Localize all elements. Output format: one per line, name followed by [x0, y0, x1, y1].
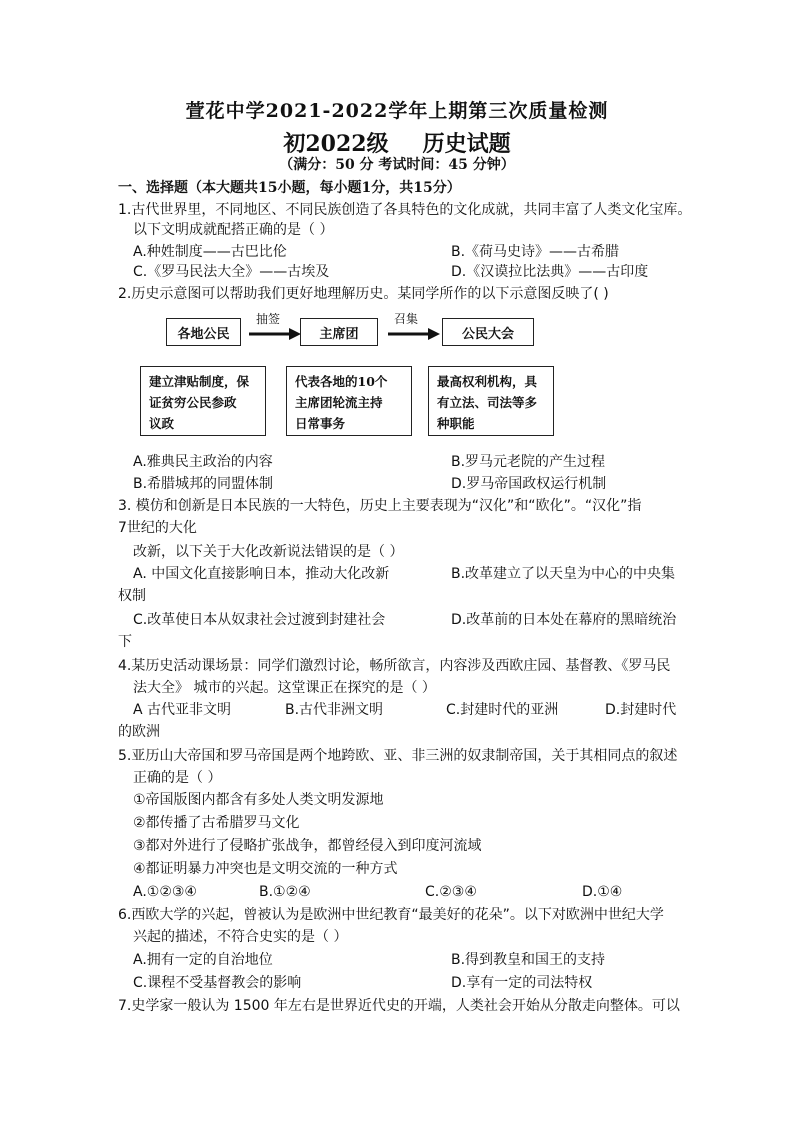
- q1-option-d: D.《汉谟拉比法典》——古印度: [451, 264, 649, 280]
- arrow-right-icon: [388, 328, 440, 340]
- exam-title: 萱花中学2021-2022学年上期第三次质量检测: [185, 100, 609, 122]
- diagram-desc-assembly: [428, 366, 554, 436]
- subject-label: 历史试题: [422, 131, 511, 157]
- q6-stem-cont: 兴起的描述，不符合史实的是（ ）: [133, 929, 348, 945]
- q3-stem-cont: 7世纪的大化: [118, 520, 197, 536]
- q4-option-d-cont: 的欧洲: [118, 724, 160, 740]
- q1-option-a: A.种姓制度——古巴比伦: [133, 244, 287, 260]
- q4-option-c: C.封建时代的亚洲: [446, 702, 559, 718]
- desc-line: 有立法、司法等多: [437, 395, 538, 410]
- q5-option-d: D.①④: [582, 884, 623, 900]
- q4-option-b: B.古代非洲文明: [285, 702, 384, 718]
- q4-stem: 4.某历史活动课场景：同学们激烈讨论，畅所欲言，内容涉及西欧庄园、基督教、《罗马民: [118, 658, 671, 674]
- arrow-label-lottery: 抽签: [256, 312, 281, 326]
- desc-line: 代表各地的10个: [295, 374, 388, 389]
- q5-option-c: C.②③④: [425, 884, 477, 900]
- desc-line: 种职能: [437, 416, 475, 431]
- diagram-desc-citizens: [140, 366, 266, 436]
- q3-stem-cont2: 改新，以下关于大化改新说法错误的是（ ）: [133, 544, 404, 560]
- q4-option-a: A 古代亚非文明: [133, 702, 232, 718]
- section-title: 一、选择题（本大题共15小题，每小题1分，共15分）: [118, 180, 461, 196]
- q3-option-d: D.改革前的日本处在幕府的黑暗统治: [451, 612, 677, 628]
- q3-stem: 3. 模仿和创新是日本民族的一大特色，历史上主要表现为“汉化”和“欧化”。“汉化”指: [118, 498, 642, 514]
- q3-option-b: B.改革建立了以天皇为中心的中央集: [451, 566, 676, 582]
- q1-option-c: C.《罗马民法大全》——古埃及: [133, 264, 330, 280]
- arrow-right-icon: [249, 328, 301, 340]
- q6-stem: 6.西欧大学的兴起，曾被认为是欧洲中世纪教育“最美好的花朵”。以下对欧洲中世纪大学: [118, 907, 664, 923]
- exam-info: （满分：50 分 考试时间：45 分钟）: [279, 157, 515, 173]
- q5-option-b: B.①②④: [259, 884, 311, 900]
- desc-line: 日常事务: [295, 416, 346, 431]
- diagram-desc-presidium: [286, 366, 412, 436]
- desc-line: 最高权利机构，具: [437, 374, 538, 389]
- q5-stem: 5.亚历山大帝国和罗马帝国是两个地跨欧、亚、非三洲的奴隶制帝国，关于其相同点的叙述: [118, 748, 678, 764]
- q5-statement-2: ②都传播了古希腊罗马文化: [133, 815, 300, 831]
- desc-line: 议政: [149, 416, 175, 431]
- q2-option-a: A.雅典民主政治的内容: [133, 454, 273, 470]
- q6-option-a: A.拥有一定的自治地位: [133, 952, 273, 968]
- q1-option-b: B.《荷马史诗》——古希腊: [451, 244, 620, 260]
- q6-option-c: C.课程不受基督教会的影响: [133, 975, 302, 991]
- q5-statement-3: ③都对外进行了侵略扩张战争，都曾经侵入到印度河流域: [133, 838, 482, 854]
- q2-option-b: B.罗马元老院的产生过程: [451, 454, 606, 470]
- q1-stem: 1.古代世界里，不同地区、不同民族创造了各具特色的文化成就，共同丰富了人类文化宝库。: [118, 202, 692, 218]
- desc-line: 建立津贴制度，保: [149, 374, 250, 389]
- athenian-democracy-diagram: [136, 308, 556, 442]
- q3-option-b-cont: 权制: [118, 588, 146, 604]
- q3-option-a: A. 中国文化直接影响日本，推动大化改新: [133, 566, 390, 582]
- q3-option-c: C.改革使日本从奴隶社会过渡到封建社会: [133, 612, 386, 628]
- q5-option-a: A.①②③④: [133, 884, 197, 900]
- q1-stem-cont: 以下文明成就配搭正确的是（ ）: [133, 222, 334, 238]
- q4-stem-cont: 法大全》 城市的兴起。这堂课正在探究的是（ ）: [133, 680, 436, 696]
- q5-statement-4: ④都证明暴力冲突也是文明交流的一种方式: [133, 861, 398, 877]
- grade-label: 初2022级: [283, 131, 389, 157]
- q2-option-d: D.罗马帝国政权运行机制: [451, 476, 607, 492]
- q3-option-d-cont: 下: [118, 634, 132, 650]
- q2-stem: 2.历史示意图可以帮助我们更好地理解历史。某同学所作的以下示意图反映了( ): [118, 286, 609, 302]
- q4-option-d: D.封建时代: [605, 702, 677, 718]
- q6-option-b: B.得到教皇和国王的支持: [451, 952, 606, 968]
- desc-line: 主席团轮流主持: [295, 395, 383, 410]
- q5-stem-cont: 正确的是（ ）: [133, 770, 222, 786]
- q7-stem: 7.史学家一般认为 1500 年左右是世界近代史的开端，人类社会开始从分散走向整体。可以: [118, 998, 680, 1014]
- q6-option-d: D.享有一定的司法特权: [451, 975, 593, 991]
- desc-line: 证贫穷公民参政: [149, 395, 237, 410]
- diagram-box-presidium: 主席团: [300, 318, 378, 346]
- arrow-label-convene: 召集: [394, 312, 419, 326]
- diagram-box-citizens: 各地公民: [166, 318, 241, 346]
- q5-statement-1: ①帝国版图内都含有多处人类文明发源地: [133, 792, 384, 808]
- diagram-box-assembly: 公民大会: [442, 318, 534, 346]
- q2-option-c: B.希腊城邦的同盟体制: [133, 476, 274, 492]
